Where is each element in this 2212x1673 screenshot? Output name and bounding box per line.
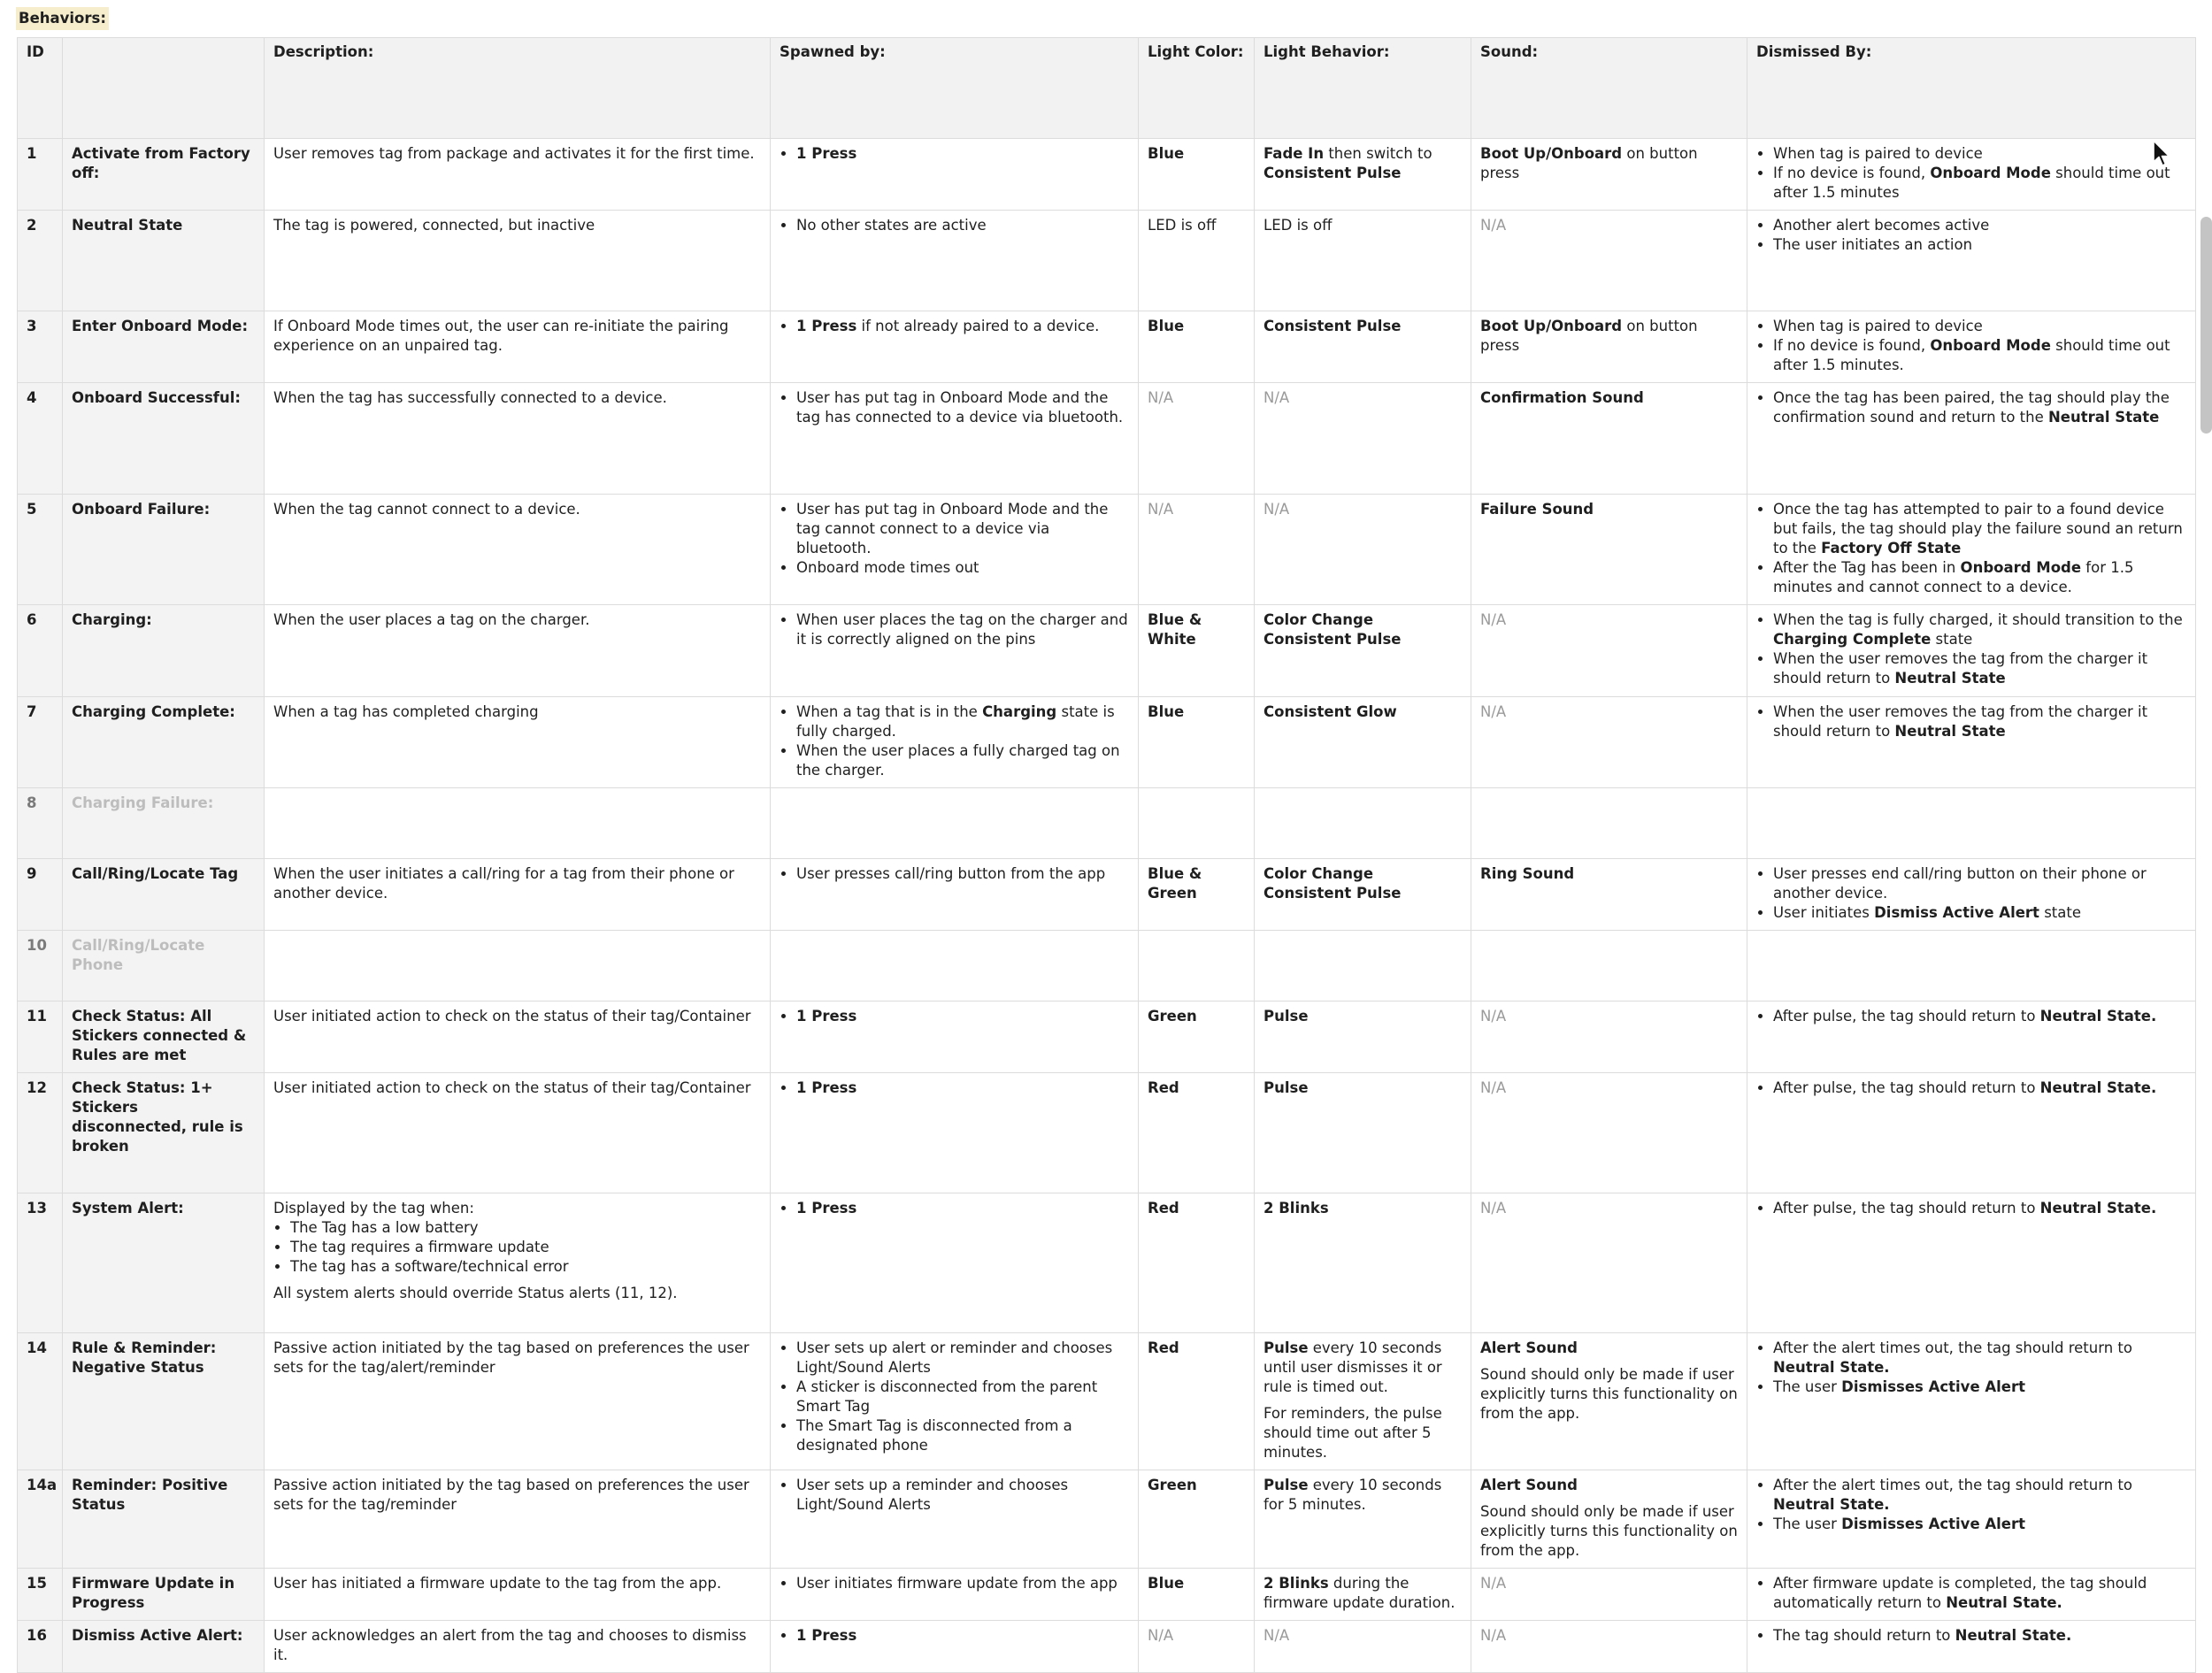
table-row[interactable] [18, 383, 2196, 495]
table-row[interactable] [18, 1470, 2196, 1569]
cell-light-behavior[interactable]: N/A [1255, 383, 1471, 495]
cell-light-behavior[interactable]: Pulse [1255, 1073, 1471, 1193]
list-item: • When user places the tag on the charger and it is correctly aligned on the pins [796, 610, 1129, 649]
cell-spawned-by[interactable] [771, 139, 1139, 211]
cell-dismissed-by[interactable] [1747, 1073, 2196, 1193]
cell-dismissed-by[interactable] [1747, 211, 2196, 311]
table-header [18, 38, 2196, 139]
bullet-list [1756, 1626, 2186, 1646]
list-item: • User has put tag in Onboard Mode and the tag has connected to a device via bluetooth. [796, 388, 1129, 427]
cell-spawned-by[interactable] [771, 1569, 1139, 1621]
cell-sound[interactable]: N/A [1471, 1073, 1747, 1193]
list-item: • If no device is found, Onboard Mode should time out after 1.5 minutes [1773, 164, 2186, 203]
list-item: • User initiates Dismiss Active Alert state [1773, 903, 2186, 923]
list-item: • User has put tag in Onboard Mode and the tag cannot connect to a device via bluetooth. [796, 500, 1129, 558]
table-row[interactable] [18, 211, 2196, 311]
cell-description[interactable]: The tag is powered, connected, but inactive [265, 211, 771, 311]
cell-description[interactable] [265, 931, 771, 1001]
bullet-list [780, 1007, 1129, 1026]
list-item: • User sets up alert or reminder and chooses Light/Sound Alerts [796, 1339, 1129, 1378]
table-row[interactable] [18, 1193, 2196, 1333]
cell-spawned-by[interactable] [771, 788, 1139, 859]
bullet-list [1756, 610, 2186, 688]
behaviors-table [17, 37, 2196, 1673]
cell-light-color[interactable] [1139, 788, 1255, 859]
list-item: • After the alert times out, the tag should return to Neutral State. [1773, 1476, 2186, 1515]
cell-sound[interactable]: Boot Up/Onboard on button press [1471, 139, 1747, 211]
table-row[interactable] [18, 1073, 2196, 1193]
cell-light-color[interactable]: N/A [1139, 1621, 1255, 1673]
table-row[interactable] [18, 931, 2196, 1001]
column-header-light-color[interactable]: Light Color: [1139, 38, 1255, 139]
table-body [18, 139, 2196, 1673]
cell-dismissed-by[interactable] [1747, 383, 2196, 495]
cell-light-color[interactable]: Blue & Green [1139, 859, 1255, 931]
cell-id[interactable]: 4 [18, 383, 63, 495]
cell-id[interactable]: 6 [18, 605, 63, 697]
list-item: • 1 Press if not already paired to a device. [796, 317, 1129, 336]
bullet-list [780, 388, 1129, 427]
cell-light-color[interactable]: Blue [1139, 697, 1255, 788]
cell-dismissed-by[interactable] [1747, 697, 2196, 788]
cell-light-behavior[interactable]: Pulse [1255, 1001, 1471, 1073]
cell-light-behavior[interactable]: Color Change Consistent Pulse [1255, 605, 1471, 697]
cell-sound[interactable]: N/A [1471, 1001, 1747, 1073]
bullet-list [780, 500, 1129, 578]
list-item: • The tag should return to Neutral State. [1773, 1626, 2186, 1646]
cell-name[interactable]: Charging: [63, 605, 265, 697]
bullet-list [780, 1339, 1129, 1455]
cell-sound[interactable]: N/A [1471, 1569, 1747, 1621]
cell-dismissed-by[interactable] [1747, 311, 2196, 383]
cell-sound[interactable]: Boot Up/Onboard on button press [1471, 311, 1747, 383]
bullet-list [780, 144, 1129, 164]
cell-spawned-by[interactable] [771, 311, 1139, 383]
cell-name[interactable]: Dismiss Active Alert: [63, 1621, 265, 1673]
list-item: • After pulse, the tag should return to Neutral State. [1773, 1199, 2186, 1218]
list-item: • When the tag is fully charged, it should transition to the Charging Complete state [1773, 610, 2186, 649]
cell-description[interactable]: Displayed by the tag when: • The Tag has a low battery • The tag requires a firmware update • The tag has a software/technical error All system alerts should override Status alerts (11, 12). [265, 1193, 771, 1333]
table-row[interactable] [18, 605, 2196, 697]
cell-name[interactable]: Check Status: 1+ Stickers disconnected, rule is broken [63, 1073, 265, 1193]
cell-description[interactable]: When the user initiates a call/ring for a tag from their phone or another device. [265, 859, 771, 931]
list-item: • User presses end call/ring button on their phone or another device. [1773, 864, 2186, 903]
list-item: • When the user removes the tag from the charger it should return to Neutral State [1773, 649, 2186, 688]
cell-light-color[interactable]: N/A [1139, 495, 1255, 605]
cell-description[interactable]: User initiated action to check on the status of their tag/Container [265, 1001, 771, 1073]
list-item: • After pulse, the tag should return to Neutral State. [1773, 1007, 2186, 1026]
cell-sound[interactable] [1471, 788, 1747, 859]
cell-dismissed-by[interactable] [1747, 1193, 2196, 1333]
cell-id[interactable]: 13 [18, 1193, 63, 1333]
cell-dismissed-by[interactable] [1747, 495, 2196, 605]
list-item: • When the user removes the tag from the charger it should return to Neutral State [1773, 702, 2186, 741]
cell-spawned-by[interactable] [771, 1001, 1139, 1073]
cell-dismissed-by[interactable] [1747, 788, 2196, 859]
table-row[interactable] [18, 495, 2196, 605]
table-row[interactable] [18, 859, 2196, 931]
cell-sound[interactable]: N/A [1471, 605, 1747, 697]
bullet-list [780, 1626, 1129, 1646]
cell-spawned-by[interactable] [771, 931, 1139, 1001]
bullet-list [780, 702, 1129, 780]
column-header-dismissed-by[interactable]: Dismissed By: [1747, 38, 2196, 139]
table-row[interactable] [18, 788, 2196, 859]
cell-sound[interactable]: Ring Sound [1471, 859, 1747, 931]
table-row[interactable] [18, 311, 2196, 383]
list-item: • After the Tag has been in Onboard Mode for 1.5 minutes and cannot connect to a device. [1773, 558, 2186, 597]
bullet-list [1756, 500, 2186, 597]
cell-dismissed-by[interactable] [1747, 1001, 2196, 1073]
cell-spawned-by[interactable] [771, 1470, 1139, 1569]
cell-name[interactable]: Neutral State [63, 211, 265, 311]
cell-light-behavior[interactable]: Pulse every 10 seconds until user dismisses it or rule is timed out. For reminders, the pulse should time out after 5 minutes. [1255, 1333, 1471, 1470]
list-item: • When the user places a fully charged tag on the charger. [796, 741, 1129, 780]
cell-spawned-by[interactable] [771, 605, 1139, 697]
list-item: • When tag is paired to device [1773, 144, 2186, 164]
cell-description[interactable]: Passive action initiated by the tag based on preferences the user sets for the tag/alert/reminder [265, 1333, 771, 1470]
cell-light-behavior[interactable]: N/A [1255, 495, 1471, 605]
cell-sound[interactable]: Alert Sound Sound should only be made if user explicitly turns this functionality on from the app. [1471, 1470, 1747, 1569]
cell-sound[interactable]: Confirmation Sound [1471, 383, 1747, 495]
list-item: • User sets up a reminder and chooses Light/Sound Alerts [796, 1476, 1129, 1515]
cell-light-color[interactable]: Green [1139, 1001, 1255, 1073]
cell-spawned-by[interactable] [771, 383, 1139, 495]
bullet-list [780, 610, 1129, 649]
list-item: • If no device is found, Onboard Mode should time out after 1.5 minutes. [1773, 336, 2186, 375]
cell-light-behavior[interactable]: Pulse every 10 seconds for 5 minutes. [1255, 1470, 1471, 1569]
bullet-list [1756, 388, 2186, 427]
list-item: • Once the tag has been paired, the tag should play the confirmation sound and return to the Neutral State [1773, 388, 2186, 427]
cell-id[interactable]: 3 [18, 311, 63, 383]
bullet-list [1756, 1339, 2186, 1397]
cell-sound[interactable]: N/A [1471, 697, 1747, 788]
bullet-list [1756, 216, 2186, 255]
bullet-list [780, 317, 1129, 336]
cell-name[interactable]: System Alert: [63, 1193, 265, 1333]
list-item: • A sticker is disconnected from the parent Smart Tag [796, 1378, 1129, 1416]
cell-id[interactable]: 5 [18, 495, 63, 605]
cell-spawned-by[interactable] [771, 1621, 1139, 1673]
cell-light-color[interactable]: Blue [1139, 139, 1255, 211]
cell-light-color[interactable]: Red [1139, 1073, 1255, 1193]
cell-description[interactable]: When the user places a tag on the charger. [265, 605, 771, 697]
cell-description[interactable]: User initiated action to check on the status of their tag/Container [265, 1073, 771, 1193]
cell-dismissed-by[interactable] [1747, 931, 2196, 1001]
cell-light-color[interactable]: N/A [1139, 383, 1255, 495]
cell-id[interactable]: 14a [18, 1470, 63, 1569]
cell-description[interactable] [265, 788, 771, 859]
cell-light-behavior[interactable]: Fade In then switch to Consistent Pulse [1255, 139, 1471, 211]
cell-id[interactable]: 9 [18, 859, 63, 931]
cell-spawned-by[interactable] [771, 1193, 1139, 1333]
cell-sound[interactable]: N/A [1471, 211, 1747, 311]
bullet-list [1756, 317, 2186, 375]
cell-description[interactable]: User acknowledges an alert from the tag and chooses to dismiss it. [265, 1621, 771, 1673]
cell-name[interactable]: Firmware Update in Progress [63, 1569, 265, 1621]
cell-light-behavior[interactable]: Color Change Consistent Pulse [1255, 859, 1471, 931]
list-item: • 1 Press [796, 1078, 1129, 1098]
cell-light-behavior[interactable]: 2 Blinks during the firmware update duration. [1255, 1569, 1471, 1621]
bullet-list [1756, 144, 2186, 203]
cell-name[interactable]: Reminder: Positive Status [63, 1470, 265, 1569]
table-row[interactable] [18, 139, 2196, 211]
cell-spawned-by[interactable] [771, 697, 1139, 788]
list-item: • Another alert becomes active [1773, 216, 2186, 235]
cell-id[interactable]: 12 [18, 1073, 63, 1193]
table-row[interactable] [18, 1569, 2196, 1621]
list-item: • After pulse, the tag should return to Neutral State. [1773, 1078, 2186, 1098]
cell-description[interactable]: When the tag has successfully connected to a device. [265, 383, 771, 495]
cell-description[interactable]: When the tag cannot connect to a device. [265, 495, 771, 605]
vertical-scrollbar[interactable] [2200, 217, 2212, 434]
bullet-list [1756, 1199, 2186, 1218]
list-item: • User presses call/ring button from the app [796, 864, 1129, 884]
cell-id[interactable]: 8 [18, 788, 63, 859]
list-item: • The Smart Tag is disconnected from a designated phone [796, 1416, 1129, 1455]
cell-dismissed-by[interactable] [1747, 605, 2196, 697]
cell-light-behavior[interactable]: Consistent Glow [1255, 697, 1471, 788]
column-header-id[interactable]: ID [18, 38, 63, 139]
list-item: • When tag is paired to device [1773, 317, 2186, 336]
bullet-list [780, 216, 1129, 235]
column-header-description[interactable]: Description: [265, 38, 771, 139]
cell-id[interactable]: 1 [18, 139, 63, 211]
cell-name[interactable]: Call/Ring/Locate Tag [63, 859, 265, 931]
list-item: • 1 Press [796, 144, 1129, 164]
cell-description[interactable]: User has initiated a firmware update to the tag from the app. [265, 1569, 771, 1621]
bullet-list [1756, 1078, 2186, 1098]
cell-sound[interactable]: Failure Sound [1471, 495, 1747, 605]
cell-light-color[interactable]: Blue [1139, 1569, 1255, 1621]
cell-light-behavior[interactable]: Consistent Pulse [1255, 311, 1471, 383]
cell-sound[interactable]: N/A [1471, 1621, 1747, 1673]
cell-dismissed-by[interactable] [1747, 859, 2196, 931]
cell-name[interactable]: Charging Complete: [63, 697, 265, 788]
cell-name[interactable]: Onboard Successful: [63, 383, 265, 495]
cell-sound[interactable]: N/A [1471, 1193, 1747, 1333]
list-item: • Onboard mode times out [796, 558, 1129, 578]
cell-light-color[interactable]: Green [1139, 1470, 1255, 1569]
list-item: • 1 Press [796, 1626, 1129, 1646]
list-item: • When a tag that is in the Charging state is fully charged. [796, 702, 1129, 741]
cell-dismissed-by[interactable] [1747, 1621, 2196, 1673]
bullet-list [1756, 702, 2186, 741]
table-row[interactable] [18, 697, 2196, 788]
cell-name[interactable]: Onboard Failure: [63, 495, 265, 605]
list-item: • Once the tag has attempted to pair to a found device but fails, the tag should play the failure sound an return to the Factory Off State [1773, 500, 2186, 558]
column-header-spawned-by[interactable]: Spawned by: [771, 38, 1139, 139]
cell-light-color[interactable]: Blue [1139, 311, 1255, 383]
cell-light-behavior[interactable] [1255, 788, 1471, 859]
cell-sound[interactable]: Alert Sound Sound should only be made if user explicitly turns this functionality on from the app. [1471, 1333, 1747, 1470]
cell-id[interactable]: 2 [18, 211, 63, 311]
cell-name[interactable]: Activate from Factory off: [63, 139, 265, 211]
cell-name[interactable]: Charging Failure: [63, 788, 265, 859]
cell-description[interactable]: When a tag has completed charging [265, 697, 771, 788]
bullet-list [780, 1476, 1129, 1515]
cell-light-color[interactable]: Red [1139, 1333, 1255, 1470]
list-item: • User initiates firmware update from the app [796, 1574, 1129, 1593]
list-item: • 1 Press [796, 1199, 1129, 1218]
cell-name[interactable]: Call/Ring/Locate Phone [63, 931, 265, 1001]
table-row[interactable] [18, 1001, 2196, 1073]
bullet-list [1756, 1476, 2186, 1534]
header-row [18, 38, 2196, 139]
bullet-list [780, 864, 1129, 884]
bullet-list [1756, 1574, 2186, 1613]
mouse-cursor-icon [2152, 140, 2171, 168]
cell-spawned-by[interactable] [771, 211, 1139, 311]
bullet-list [780, 1199, 1129, 1218]
column-header-light-behavior[interactable]: Light Behavior: [1255, 38, 1471, 139]
cell-name[interactable]: Enter Onboard Mode: [63, 311, 265, 383]
list-item: • The user Dismisses Active Alert [1773, 1515, 2186, 1534]
cell-light-color[interactable]: Blue & White [1139, 605, 1255, 697]
bullet-list [1756, 1007, 2186, 1026]
cell-name[interactable]: Rule & Reminder: Negative Status [63, 1333, 265, 1470]
cell-id[interactable]: 16 [18, 1621, 63, 1673]
cell-id[interactable]: 11 [18, 1001, 63, 1073]
cell-description[interactable]: User removes tag from package and activates it for the first time. [265, 139, 771, 211]
cell-spawned-by[interactable] [771, 495, 1139, 605]
cell-id[interactable]: 15 [18, 1569, 63, 1621]
cell-light-behavior[interactable] [1255, 931, 1471, 1001]
table-row[interactable] [18, 1621, 2196, 1673]
list-item: • After firmware update is completed, the tag should automatically return to Neutral State. [1773, 1574, 2186, 1613]
column-header-sound[interactable]: Sound: [1471, 38, 1747, 139]
cell-light-behavior[interactable]: N/A [1255, 1621, 1471, 1673]
cell-id[interactable]: 7 [18, 697, 63, 788]
cell-light-behavior[interactable]: 2 Blinks [1255, 1193, 1471, 1333]
bullet-list [780, 1574, 1129, 1593]
cell-dismissed-by[interactable] [1747, 1569, 2196, 1621]
cell-id[interactable]: 14 [18, 1333, 63, 1470]
cell-dismissed-by[interactable] [1747, 1470, 2196, 1569]
cell-description[interactable]: If Onboard Mode times out, the user can re-initiate the pairing experience on an unpaired tag. [265, 311, 771, 383]
cell-spawned-by[interactable] [771, 859, 1139, 931]
cell-id[interactable]: 10 [18, 931, 63, 1001]
column-header-name[interactable] [63, 38, 265, 139]
list-item: • The user Dismisses Active Alert [1773, 1378, 2186, 1397]
cell-light-behavior[interactable]: LED is off [1255, 211, 1471, 311]
page-title: Behaviors: [16, 7, 109, 30]
cell-light-color[interactable]: LED is off [1139, 211, 1255, 311]
list-item: • After the alert times out, the tag should return to Neutral State. [1773, 1339, 2186, 1378]
list-item: • The user initiates an action [1773, 235, 2186, 255]
list-item: • No other states are active [796, 216, 1129, 235]
list-item: • 1 Press [796, 1007, 1129, 1026]
cell-dismissed-by[interactable] [1747, 139, 2196, 211]
bullet-list [780, 1078, 1129, 1098]
cell-light-color[interactable]: Red [1139, 1193, 1255, 1333]
cell-description[interactable]: Passive action initiated by the tag based on preferences the user sets for the tag/reminder [265, 1470, 771, 1569]
cell-spawned-by[interactable] [771, 1073, 1139, 1193]
cell-name[interactable]: Check Status: All Stickers connected & Rules are met [63, 1001, 265, 1073]
bullet-list [1756, 864, 2186, 923]
cell-sound[interactable] [1471, 931, 1747, 1001]
cell-light-color[interactable] [1139, 931, 1255, 1001]
